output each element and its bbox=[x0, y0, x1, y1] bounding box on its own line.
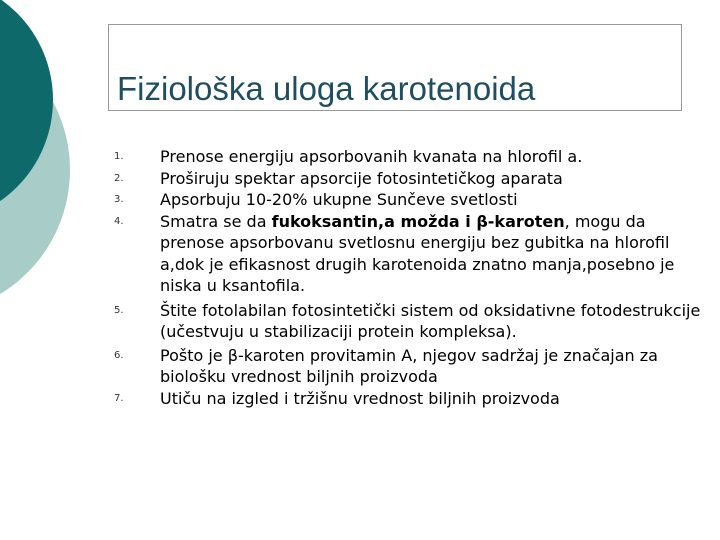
text-segment: Pošto je β-karoten provitamin A, njegov sadržaj je značajan za biološku vrednost biljnih proizvoda bbox=[160, 345, 658, 386]
list-item bbox=[108, 189, 708, 211]
title-box bbox=[108, 24, 682, 111]
list-item bbox=[108, 168, 708, 190]
list-item-number: 4. bbox=[114, 215, 124, 227]
list-item bbox=[108, 211, 708, 297]
slide-title: Fiziološka uloga karotenoida bbox=[117, 70, 536, 107]
list-item-text bbox=[160, 388, 708, 410]
list-item-text bbox=[160, 146, 708, 168]
list-item-number: 7. bbox=[114, 392, 124, 404]
text-segment: Prenose energiju apsorbovanih kvanata na hlorofil a. bbox=[160, 147, 583, 166]
list-item-text bbox=[160, 345, 708, 388]
list-item-text bbox=[160, 189, 708, 211]
list-item-number: 6. bbox=[114, 349, 124, 361]
list-item-text bbox=[160, 211, 708, 297]
text-segment: Smatra se da bbox=[160, 211, 272, 231]
list-item-text bbox=[160, 300, 708, 343]
list-item-number: 2. bbox=[114, 172, 124, 184]
list-item bbox=[108, 300, 708, 343]
decorative-circles bbox=[0, 0, 120, 300]
text-segment: , mogu da prenose apsorbovanu svetlosnu energiju bez gubitka na hlorofil a,dok je efikasnost drugih karotenoida znatno manja,posebno je niska u ksantofila. bbox=[160, 211, 675, 295]
text-segment: Proširuju spektar apsorcije fotosintetičkog aparata bbox=[160, 168, 563, 188]
text-segment: Apsorbuju 10-20% ukupne Sunčeve svetlosti bbox=[160, 190, 518, 209]
text-segment: Štite fotolabilan fotosintetički sistem od oksidativne fotodestrukcije (učestvuju u stabilizaciji protein kompleksa). bbox=[160, 300, 701, 341]
bold-text-segment: fukoksantin,a možda i β-karoten bbox=[271, 211, 565, 231]
list-item-number: 1. bbox=[114, 151, 124, 162]
numbered-list bbox=[108, 146, 708, 409]
list-item-number: 5. bbox=[114, 304, 124, 316]
list-item-text bbox=[160, 168, 708, 190]
list-item-number: 3. bbox=[114, 194, 124, 205]
list-item bbox=[108, 345, 708, 388]
list-item bbox=[108, 146, 708, 168]
text-segment: Utiču na izgled i tržišnu vrednost biljnih proizvoda bbox=[160, 388, 560, 408]
list-item bbox=[108, 388, 708, 410]
